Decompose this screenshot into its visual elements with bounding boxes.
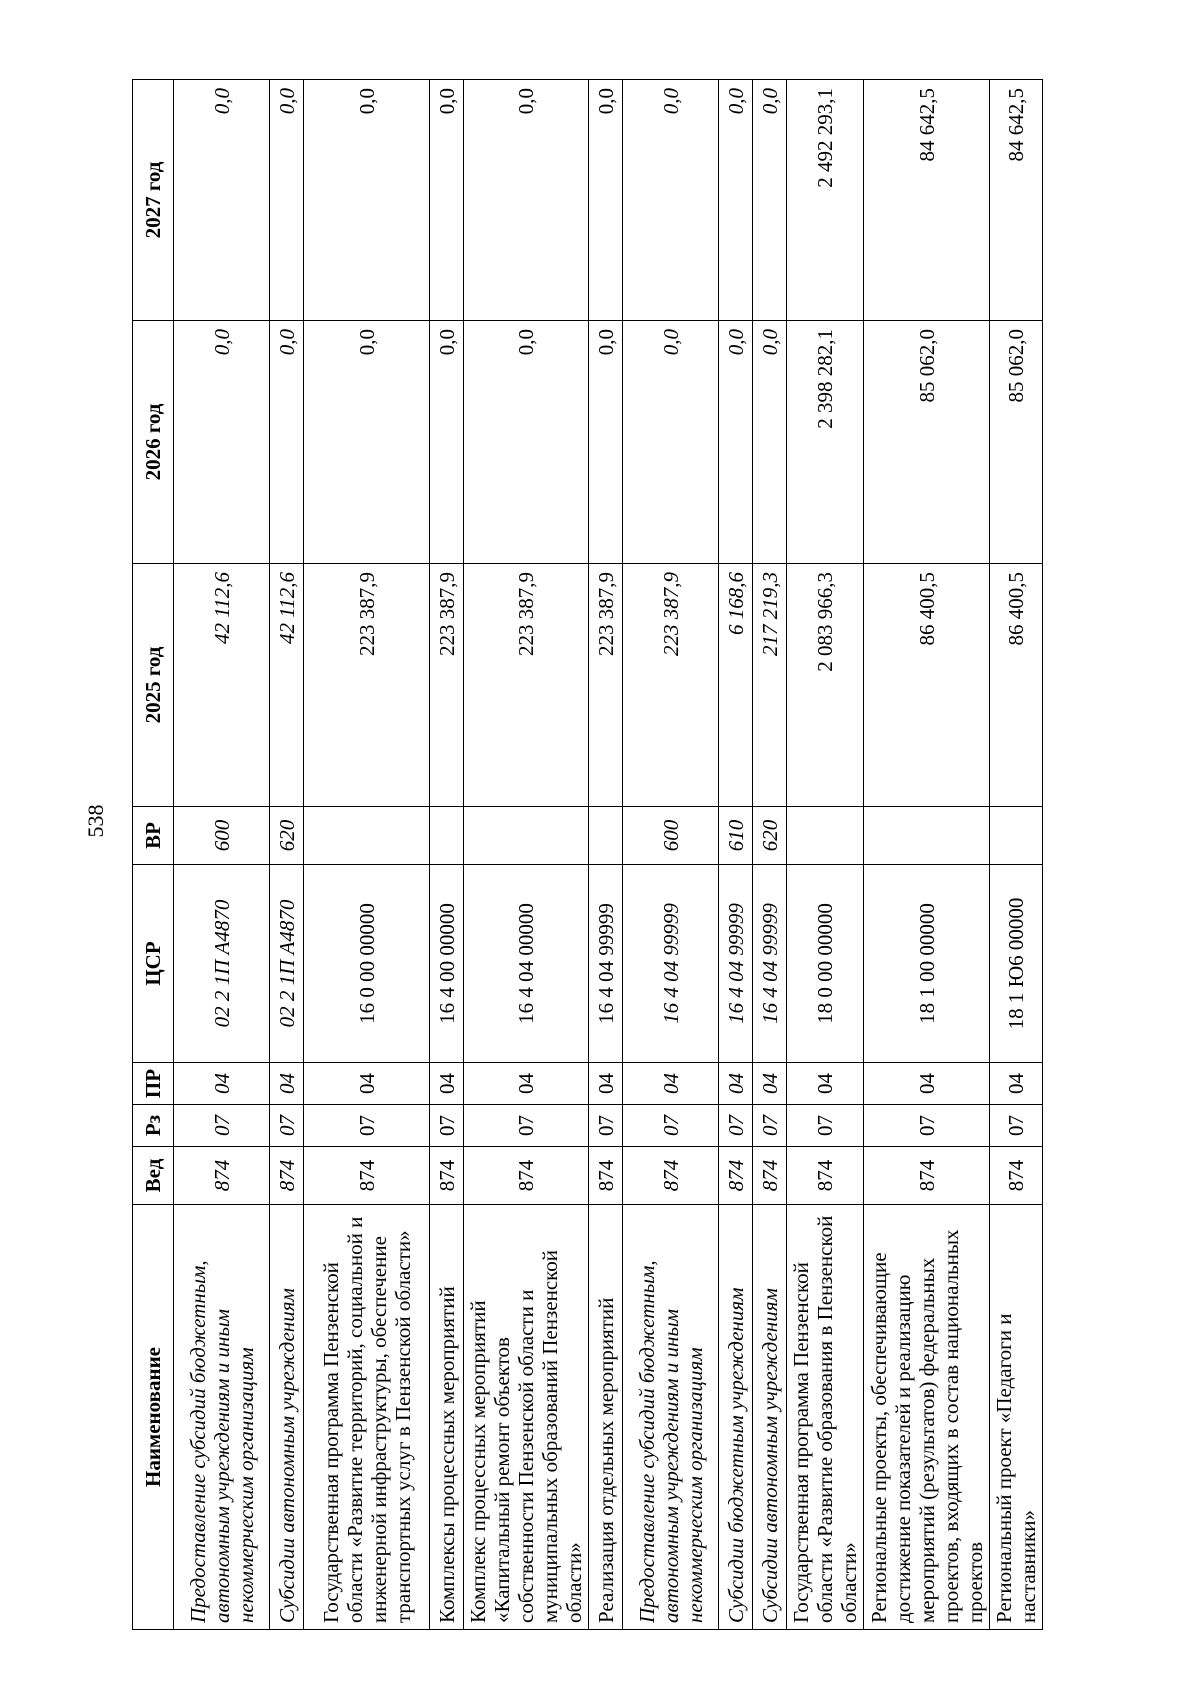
cell-2026: 0,0 <box>623 321 719 564</box>
cell-2026: 0,0 <box>174 321 270 564</box>
cell-2027: 0,0 <box>430 80 464 321</box>
cell-2025: 223 387,9 <box>304 564 430 807</box>
cell-pr: 04 <box>270 1063 304 1105</box>
cell-ved: 874 <box>464 1147 589 1205</box>
cell-ved: 874 <box>304 1147 430 1205</box>
cell-pr: 04 <box>589 1063 623 1105</box>
cell-pr: 04 <box>430 1063 464 1105</box>
cell-pr: 04 <box>990 1063 1043 1105</box>
cell-2025: 86 400,5 <box>990 564 1043 807</box>
cell-pr: 04 <box>787 1063 864 1105</box>
cell-csr: 16 4 00 00000 <box>430 865 464 1063</box>
cell-2027: 84 642,5 <box>990 80 1043 321</box>
cell-name: Субсидии автономным учреждениям <box>270 1205 304 1630</box>
cell-vr <box>430 807 464 865</box>
cell-ved: 874 <box>430 1147 464 1205</box>
header-vr: ВР <box>133 807 174 865</box>
cell-rz: 07 <box>623 1105 719 1147</box>
cell-2027: 0,0 <box>270 80 304 321</box>
cell-name: Региональный проект «Педагоги и наставники» <box>990 1205 1043 1630</box>
budget-table <box>132 79 1043 1630</box>
cell-2026: 0,0 <box>719 321 753 564</box>
cell-2026: 85 062,0 <box>864 321 990 564</box>
cell-2026: 0,0 <box>753 321 787 564</box>
cell-rz: 07 <box>270 1105 304 1147</box>
cell-name: Региональные проекты, обеспечивающие достижение показателей и реализацию мероприятий (результатов) федеральных проектов, входящих в состав национальных проектов <box>864 1205 990 1630</box>
cell-name: Реализация отдельных мероприятий <box>589 1205 623 1630</box>
cell-rz: 07 <box>304 1105 430 1147</box>
cell-ved: 874 <box>990 1147 1043 1205</box>
cell-name: Предоставление субсидий бюджетным, автономным учреждениям и иным некоммерческим организациям <box>174 1205 270 1630</box>
cell-csr: 16 0 00 00000 <box>304 865 430 1063</box>
cell-name: Государственная программа Пензенской области «Развитие образования в Пензенской области» <box>787 1205 864 1630</box>
cell-csr: 18 0 00 00000 <box>787 865 864 1063</box>
cell-2026: 2 398 282,1 <box>787 321 864 564</box>
table-row <box>589 80 623 1630</box>
cell-vr: 600 <box>623 807 719 865</box>
rotated-budget-table-wrapper <box>132 80 1040 1630</box>
cell-2025: 42 112,6 <box>174 564 270 807</box>
cell-2027: 2 492 293,1 <box>787 80 864 321</box>
cell-name: Комплексы процессных мероприятий <box>430 1205 464 1630</box>
cell-pr: 04 <box>719 1063 753 1105</box>
table-body <box>174 80 1043 1630</box>
cell-ved: 874 <box>270 1147 304 1205</box>
table-header-row <box>133 80 174 1630</box>
cell-2026: 0,0 <box>430 321 464 564</box>
cell-vr <box>304 807 430 865</box>
cell-2026: 0,0 <box>304 321 430 564</box>
table-row <box>864 80 990 1630</box>
page-number: 538 <box>83 804 108 838</box>
cell-pr: 04 <box>464 1063 589 1105</box>
cell-2025: 6 168,6 <box>719 564 753 807</box>
cell-rz: 07 <box>719 1105 753 1147</box>
cell-csr: 16 4 04 99999 <box>719 865 753 1063</box>
header-rz: Рз <box>133 1105 174 1147</box>
cell-2026: 85 062,0 <box>990 321 1043 564</box>
cell-ved: 874 <box>719 1147 753 1205</box>
cell-vr <box>990 807 1043 865</box>
cell-vr <box>864 807 990 865</box>
header-2027: 2027 год <box>133 80 174 321</box>
cell-csr: 16 4 04 00000 <box>464 865 589 1063</box>
table-row <box>787 80 864 1630</box>
cell-2025: 223 387,9 <box>589 564 623 807</box>
table-row <box>464 80 589 1630</box>
cell-pr: 04 <box>753 1063 787 1105</box>
cell-2026: 0,0 <box>589 321 623 564</box>
cell-csr: 16 4 04 99999 <box>753 865 787 1063</box>
cell-2026: 0,0 <box>270 321 304 564</box>
cell-vr: 620 <box>270 807 304 865</box>
cell-csr: 02 2 1П А4870 <box>174 865 270 1063</box>
cell-csr: 16 4 04 99999 <box>589 865 623 1063</box>
cell-ved: 874 <box>623 1147 719 1205</box>
cell-name: Субсидии бюджетным учреждениям <box>719 1205 753 1630</box>
cell-vr: 600 <box>174 807 270 865</box>
cell-rz: 07 <box>589 1105 623 1147</box>
cell-2027: 0,0 <box>589 80 623 321</box>
cell-rz: 07 <box>990 1105 1043 1147</box>
cell-2025: 217 219,3 <box>753 564 787 807</box>
table-row <box>304 80 430 1630</box>
cell-rz: 07 <box>174 1105 270 1147</box>
cell-name: Субсидии автономным учреждениям <box>753 1205 787 1630</box>
cell-name: Предоставление субсидий бюджетным, автономным учреждениям и иным некоммерческим организациям <box>623 1205 719 1630</box>
cell-2027: 0,0 <box>174 80 270 321</box>
cell-2027: 0,0 <box>719 80 753 321</box>
cell-csr: 02 2 1П А4870 <box>270 865 304 1063</box>
cell-vr: 620 <box>753 807 787 865</box>
table-row <box>270 80 304 1630</box>
cell-vr <box>589 807 623 865</box>
cell-2025: 223 387,9 <box>430 564 464 807</box>
cell-rz: 07 <box>864 1105 990 1147</box>
cell-rz: 07 <box>787 1105 864 1147</box>
cell-rz: 07 <box>430 1105 464 1147</box>
cell-csr: 18 1 Ю6 00000 <box>990 865 1043 1063</box>
header-2026: 2026 год <box>133 321 174 564</box>
cell-2027: 0,0 <box>753 80 787 321</box>
header-name: Наименование <box>133 1205 174 1630</box>
cell-vr <box>464 807 589 865</box>
table-row <box>719 80 753 1630</box>
cell-rz: 07 <box>464 1105 589 1147</box>
cell-vr: 610 <box>719 807 753 865</box>
cell-2026: 0,0 <box>464 321 589 564</box>
table-row <box>430 80 464 1630</box>
cell-rz: 07 <box>753 1105 787 1147</box>
cell-pr: 04 <box>304 1063 430 1105</box>
cell-ved: 874 <box>753 1147 787 1205</box>
cell-2027: 0,0 <box>623 80 719 321</box>
cell-2027: 0,0 <box>304 80 430 321</box>
cell-vr <box>787 807 864 865</box>
cell-pr: 04 <box>174 1063 270 1105</box>
header-ved: Вед <box>133 1147 174 1205</box>
table-row <box>623 80 719 1630</box>
table-row <box>753 80 787 1630</box>
cell-2027: 0,0 <box>464 80 589 321</box>
cell-ved: 874 <box>787 1147 864 1205</box>
cell-2025: 42 112,6 <box>270 564 304 807</box>
cell-ved: 874 <box>174 1147 270 1205</box>
table-row <box>174 80 270 1630</box>
cell-name: Комплекс процессных мероприятий «Капитальный ремонт объектов собственности Пензенской области и муниципальных образований Пензенской области» <box>464 1205 589 1630</box>
cell-ved: 874 <box>864 1147 990 1205</box>
cell-pr: 04 <box>864 1063 990 1105</box>
header-2025: 2025 год <box>133 564 174 807</box>
cell-name: Государственная программа Пензенской области «Развитие территорий, социальной и инженерной инфраструктуры, обеспечение транспортных услуг в Пензенской области» <box>304 1205 430 1630</box>
table-row <box>990 80 1043 1630</box>
cell-2025: 223 387,9 <box>464 564 589 807</box>
cell-csr: 18 1 00 00000 <box>864 865 990 1063</box>
cell-2027: 84 642,5 <box>864 80 990 321</box>
header-csr: ЦСР <box>133 865 174 1063</box>
header-pr: ПР <box>133 1063 174 1105</box>
cell-2025: 86 400,5 <box>864 564 990 807</box>
cell-csr: 16 4 04 99999 <box>623 865 719 1063</box>
cell-2025: 2 083 966,3 <box>787 564 864 807</box>
cell-ved: 874 <box>589 1147 623 1205</box>
cell-2025: 223 387,9 <box>623 564 719 807</box>
cell-pr: 04 <box>623 1063 719 1105</box>
